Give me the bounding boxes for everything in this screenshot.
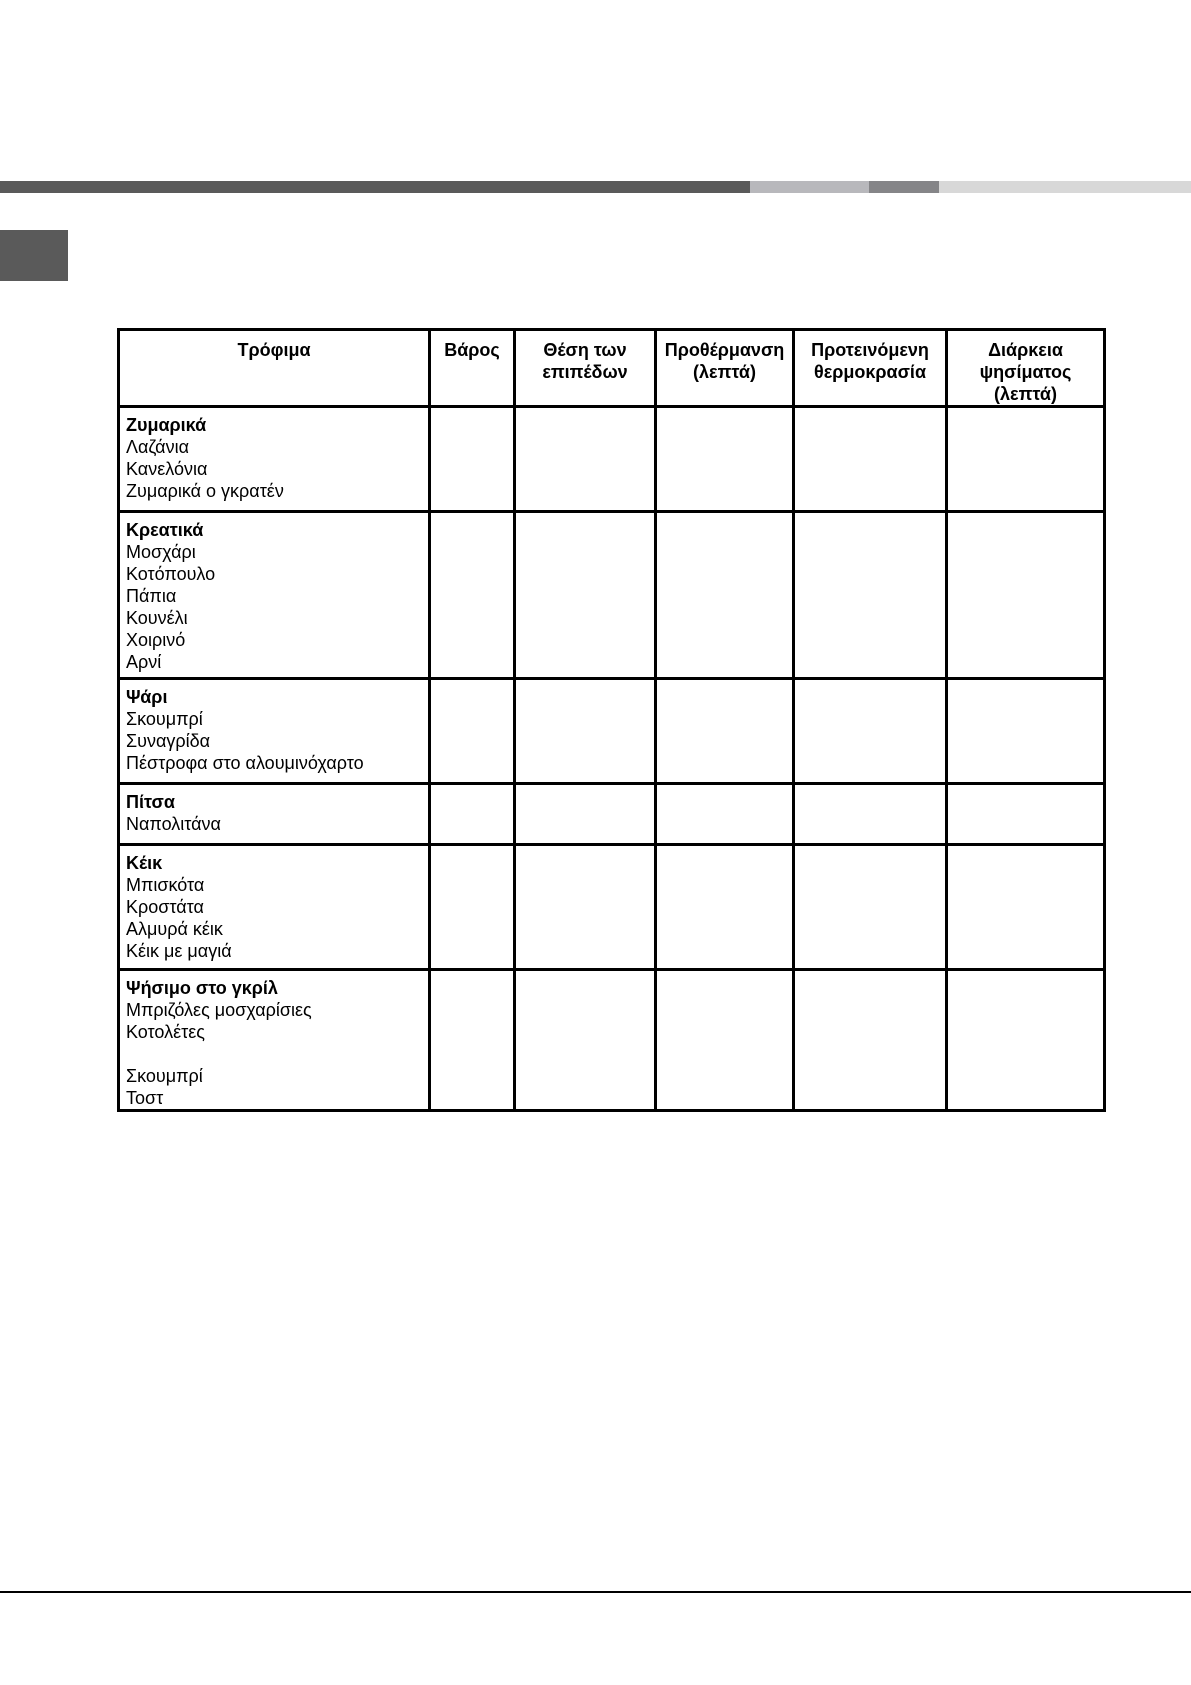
food-item: Σκουμπρί <box>126 709 203 729</box>
temperature-cell <box>794 679 947 784</box>
category-title: Πίτσα <box>126 792 175 812</box>
food-item: Ζυμαρικά ο γκρατέν <box>126 481 284 501</box>
food-item: Πάπια <box>126 586 177 606</box>
food-item: Κέικ με μαγιά <box>126 941 232 961</box>
food-cell <box>119 970 430 1111</box>
footer-rule <box>0 1591 1191 1593</box>
preheat-cell <box>656 845 794 970</box>
header-bar-segment-mid <box>869 181 939 193</box>
food-item: Χοιρινό <box>126 630 186 650</box>
food-cell <box>119 679 430 784</box>
food-item: Σκουμπρί <box>126 1066 203 1086</box>
food-item: Κροστάτα <box>126 897 204 917</box>
cooking-table <box>117 328 1106 1112</box>
header-bar-segment-pale <box>939 181 1191 193</box>
shelf-position-cell <box>515 407 656 512</box>
cooking-time-cell <box>947 970 1105 1111</box>
table-row <box>119 512 1105 679</box>
header-shelf-position: Θέση των επιπέδων <box>515 330 656 407</box>
table-row <box>119 679 1105 784</box>
header-temperature: Προτεινόμενη θερμοκρασία <box>794 330 947 407</box>
food-cell <box>119 512 430 679</box>
weight-cell <box>430 845 515 970</box>
table-row <box>119 784 1105 845</box>
category-title: Κέικ <box>126 853 163 873</box>
cooking-time-cell <box>947 845 1105 970</box>
table-row <box>119 970 1105 1111</box>
food-item: Ναπολιτάνα <box>126 814 221 834</box>
preheat-cell <box>656 784 794 845</box>
weight-cell <box>430 512 515 679</box>
temperature-cell <box>794 784 947 845</box>
temperature-cell <box>794 512 947 679</box>
category-title: Ψάρι <box>126 687 168 707</box>
header-food: Τρόφιμα <box>119 330 430 407</box>
header-weight: Βάρος <box>430 330 515 407</box>
header-preheat: Προθέρμανση (λεπτά) <box>656 330 794 407</box>
category-title: Ζυμαρικά <box>126 415 207 435</box>
food-cell <box>119 845 430 970</box>
food-item: Μπριζόλες μοσχαρίσιες <box>126 1000 312 1020</box>
food-item: Κανελόνια <box>126 459 208 479</box>
header-bar-segment-dark <box>0 181 750 193</box>
shelf-position-cell <box>515 512 656 679</box>
cooking-table-container <box>117 328 1106 1112</box>
table-row <box>119 407 1105 512</box>
category-title: Κρεατικά <box>126 520 204 540</box>
food-item: Αλμυρά κέικ <box>126 919 223 939</box>
shelf-position-cell <box>515 970 656 1111</box>
header-color-bar <box>0 181 1191 193</box>
food-item: Κουνέλι <box>126 608 188 628</box>
header-bar-segment-light <box>750 181 869 193</box>
preheat-cell <box>656 512 794 679</box>
temperature-cell <box>794 845 947 970</box>
food-item: Μπισκότα <box>126 875 205 895</box>
cooking-time-cell <box>947 784 1105 845</box>
weight-cell <box>430 784 515 845</box>
shelf-position-cell <box>515 845 656 970</box>
temperature-cell <box>794 407 947 512</box>
table-row <box>119 845 1105 970</box>
food-cell <box>119 407 430 512</box>
cooking-time-cell <box>947 407 1105 512</box>
cooking-time-cell <box>947 679 1105 784</box>
food-item: Κοτολέτες <box>126 1022 205 1042</box>
food-item: Μοσχάρι <box>126 542 196 562</box>
section-tab-marker <box>0 230 68 281</box>
table-header-row <box>119 330 1105 407</box>
shelf-position-cell <box>515 784 656 845</box>
category-title: Ψήσιμο στο γκρίλ <box>126 978 278 998</box>
food-item: Λαζάνια <box>126 437 189 457</box>
food-item: Αρνί <box>126 652 162 672</box>
weight-cell <box>430 679 515 784</box>
food-cell <box>119 784 430 845</box>
weight-cell <box>430 970 515 1111</box>
header-cooking-time: Διάρκεια ψησίματος (λεπτά) <box>947 330 1105 407</box>
cooking-time-cell <box>947 512 1105 679</box>
weight-cell <box>430 407 515 512</box>
food-item: Τοστ <box>126 1088 164 1108</box>
preheat-cell <box>656 970 794 1111</box>
food-item: Κοτόπουλο <box>126 564 216 584</box>
preheat-cell <box>656 407 794 512</box>
temperature-cell <box>794 970 947 1111</box>
food-item: Πέστροφα στο αλουμινόχαρτο <box>126 753 364 773</box>
food-item: Συναγρίδα <box>126 731 211 751</box>
shelf-position-cell <box>515 679 656 784</box>
blank-line <box>126 1043 422 1065</box>
preheat-cell <box>656 679 794 784</box>
